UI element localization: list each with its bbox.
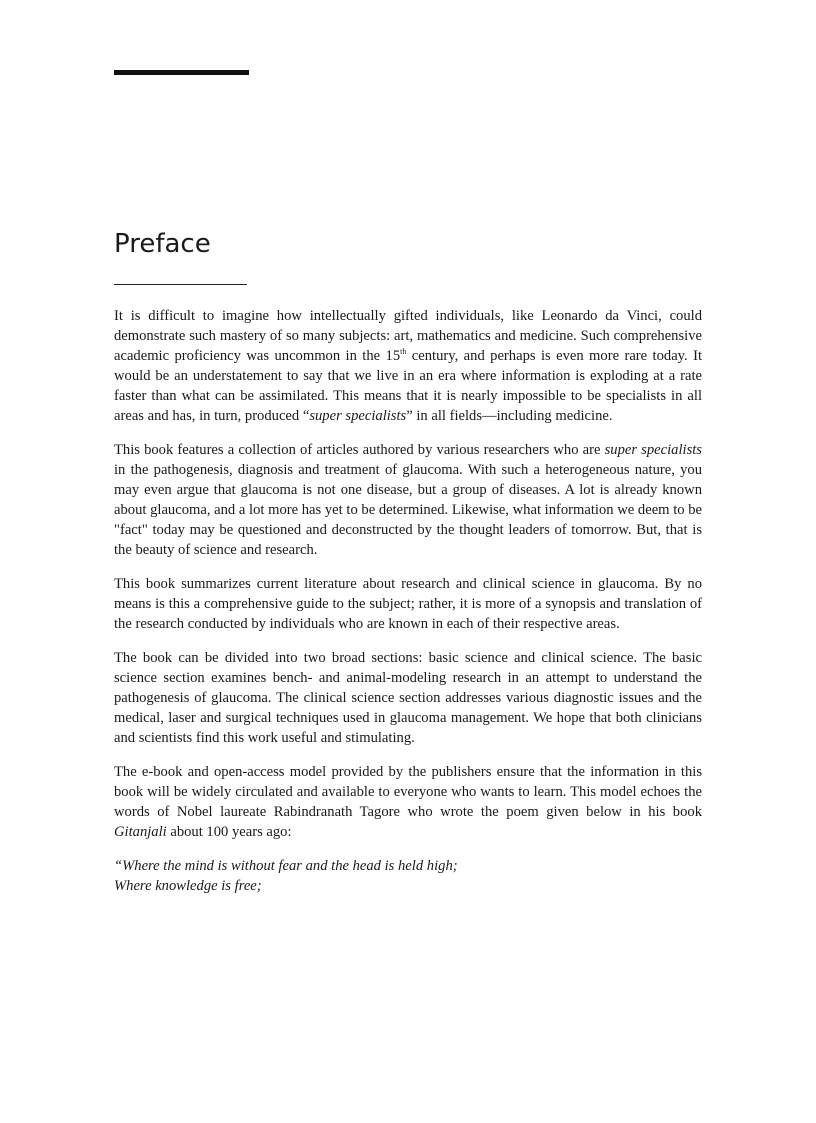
paragraph-5-text-b: about 100 years ago: [166, 824, 292, 840]
paragraph-2-emphasis: super specialists [604, 442, 702, 458]
paragraph-3: This book summarizes current literature about research and clinical science in glaucoma. By no means is this a comprehensive guide to the subject; rather, it is more of a synopsis and translation of the research conducted by individuals who are known in each of their respective areas. [114, 576, 702, 632]
top-decorative-rule [114, 70, 249, 75]
paragraph-5-text-a: The e-book and open-access model provided by the publishers ensure that the information in this book will be widely circulated and available to everyone who wants to learn. This model echoes the words of Nobel laureate Rabindranath Tagore who wrote the poem given below in his book [114, 764, 702, 820]
paragraph-2-text-b: in the pathogenesis, diagnosis and treatment of glaucoma. With such a heterogeneous nature, you may even argue that glaucoma is not one disease, but a group of diseases. A lot is already known about glaucoma, and a lot more has yet to be determined. Likewise, what information we deem to be "fact" today may be questioned and deconstructed by the thought leaders of tomorrow. But, that is the beauty of science and research. [114, 462, 702, 558]
page-title: Preface [114, 229, 211, 259]
paragraph-1-text-a: It is difficult to imagine how intellectually gifted individuals, like Leonardo da Vinci, could demonstrate such mastery of so many subjects: art, mathematics and medicine. Such comprehensive academic proficiency was uncommon in the 15 [114, 308, 702, 364]
paragraph-1 [114, 306, 702, 426]
poem-line-2: Where knowledge is free; [114, 878, 262, 894]
paragraph-1-text-b: century, and perhaps is even more rare today. It would be an understatement to say that we live in an era where information is exploding at a rate faster than what can be assimilated. This means that it is nearly impossible to be specialists in all areas and has, in turn, produced “ [114, 348, 702, 424]
preface-body [114, 306, 702, 896]
paragraph-1-text-c: ” in all fields––including medicine. [406, 408, 613, 424]
paragraph-2 [114, 440, 702, 560]
paragraph-5 [114, 762, 702, 842]
paragraph-1-emphasis: super specialists [309, 408, 407, 424]
paragraph-2-text-a: This book features a collection of articles authored by various researchers who are [114, 442, 605, 458]
paragraph-4: The book can be divided into two broad sections: basic science and clinical science. The basic science section examines bench- and animal-modeling research in an attempt to understand the pathogenesis of glaucoma. The clinical science section addresses various diagnostic issues and the medical, laser and surgical techniques used in glaucoma management. We hope that both clinicians and scientists find this work useful and stimulating. [114, 650, 702, 746]
ordinal-superscript: th [400, 347, 407, 356]
book-title-gitanjali: Gitanjali [114, 824, 167, 840]
poem-quote [114, 856, 702, 896]
title-underline-rule [114, 284, 247, 285]
poem-line-1: “Where the mind is without fear and the head is held high; [114, 858, 458, 874]
